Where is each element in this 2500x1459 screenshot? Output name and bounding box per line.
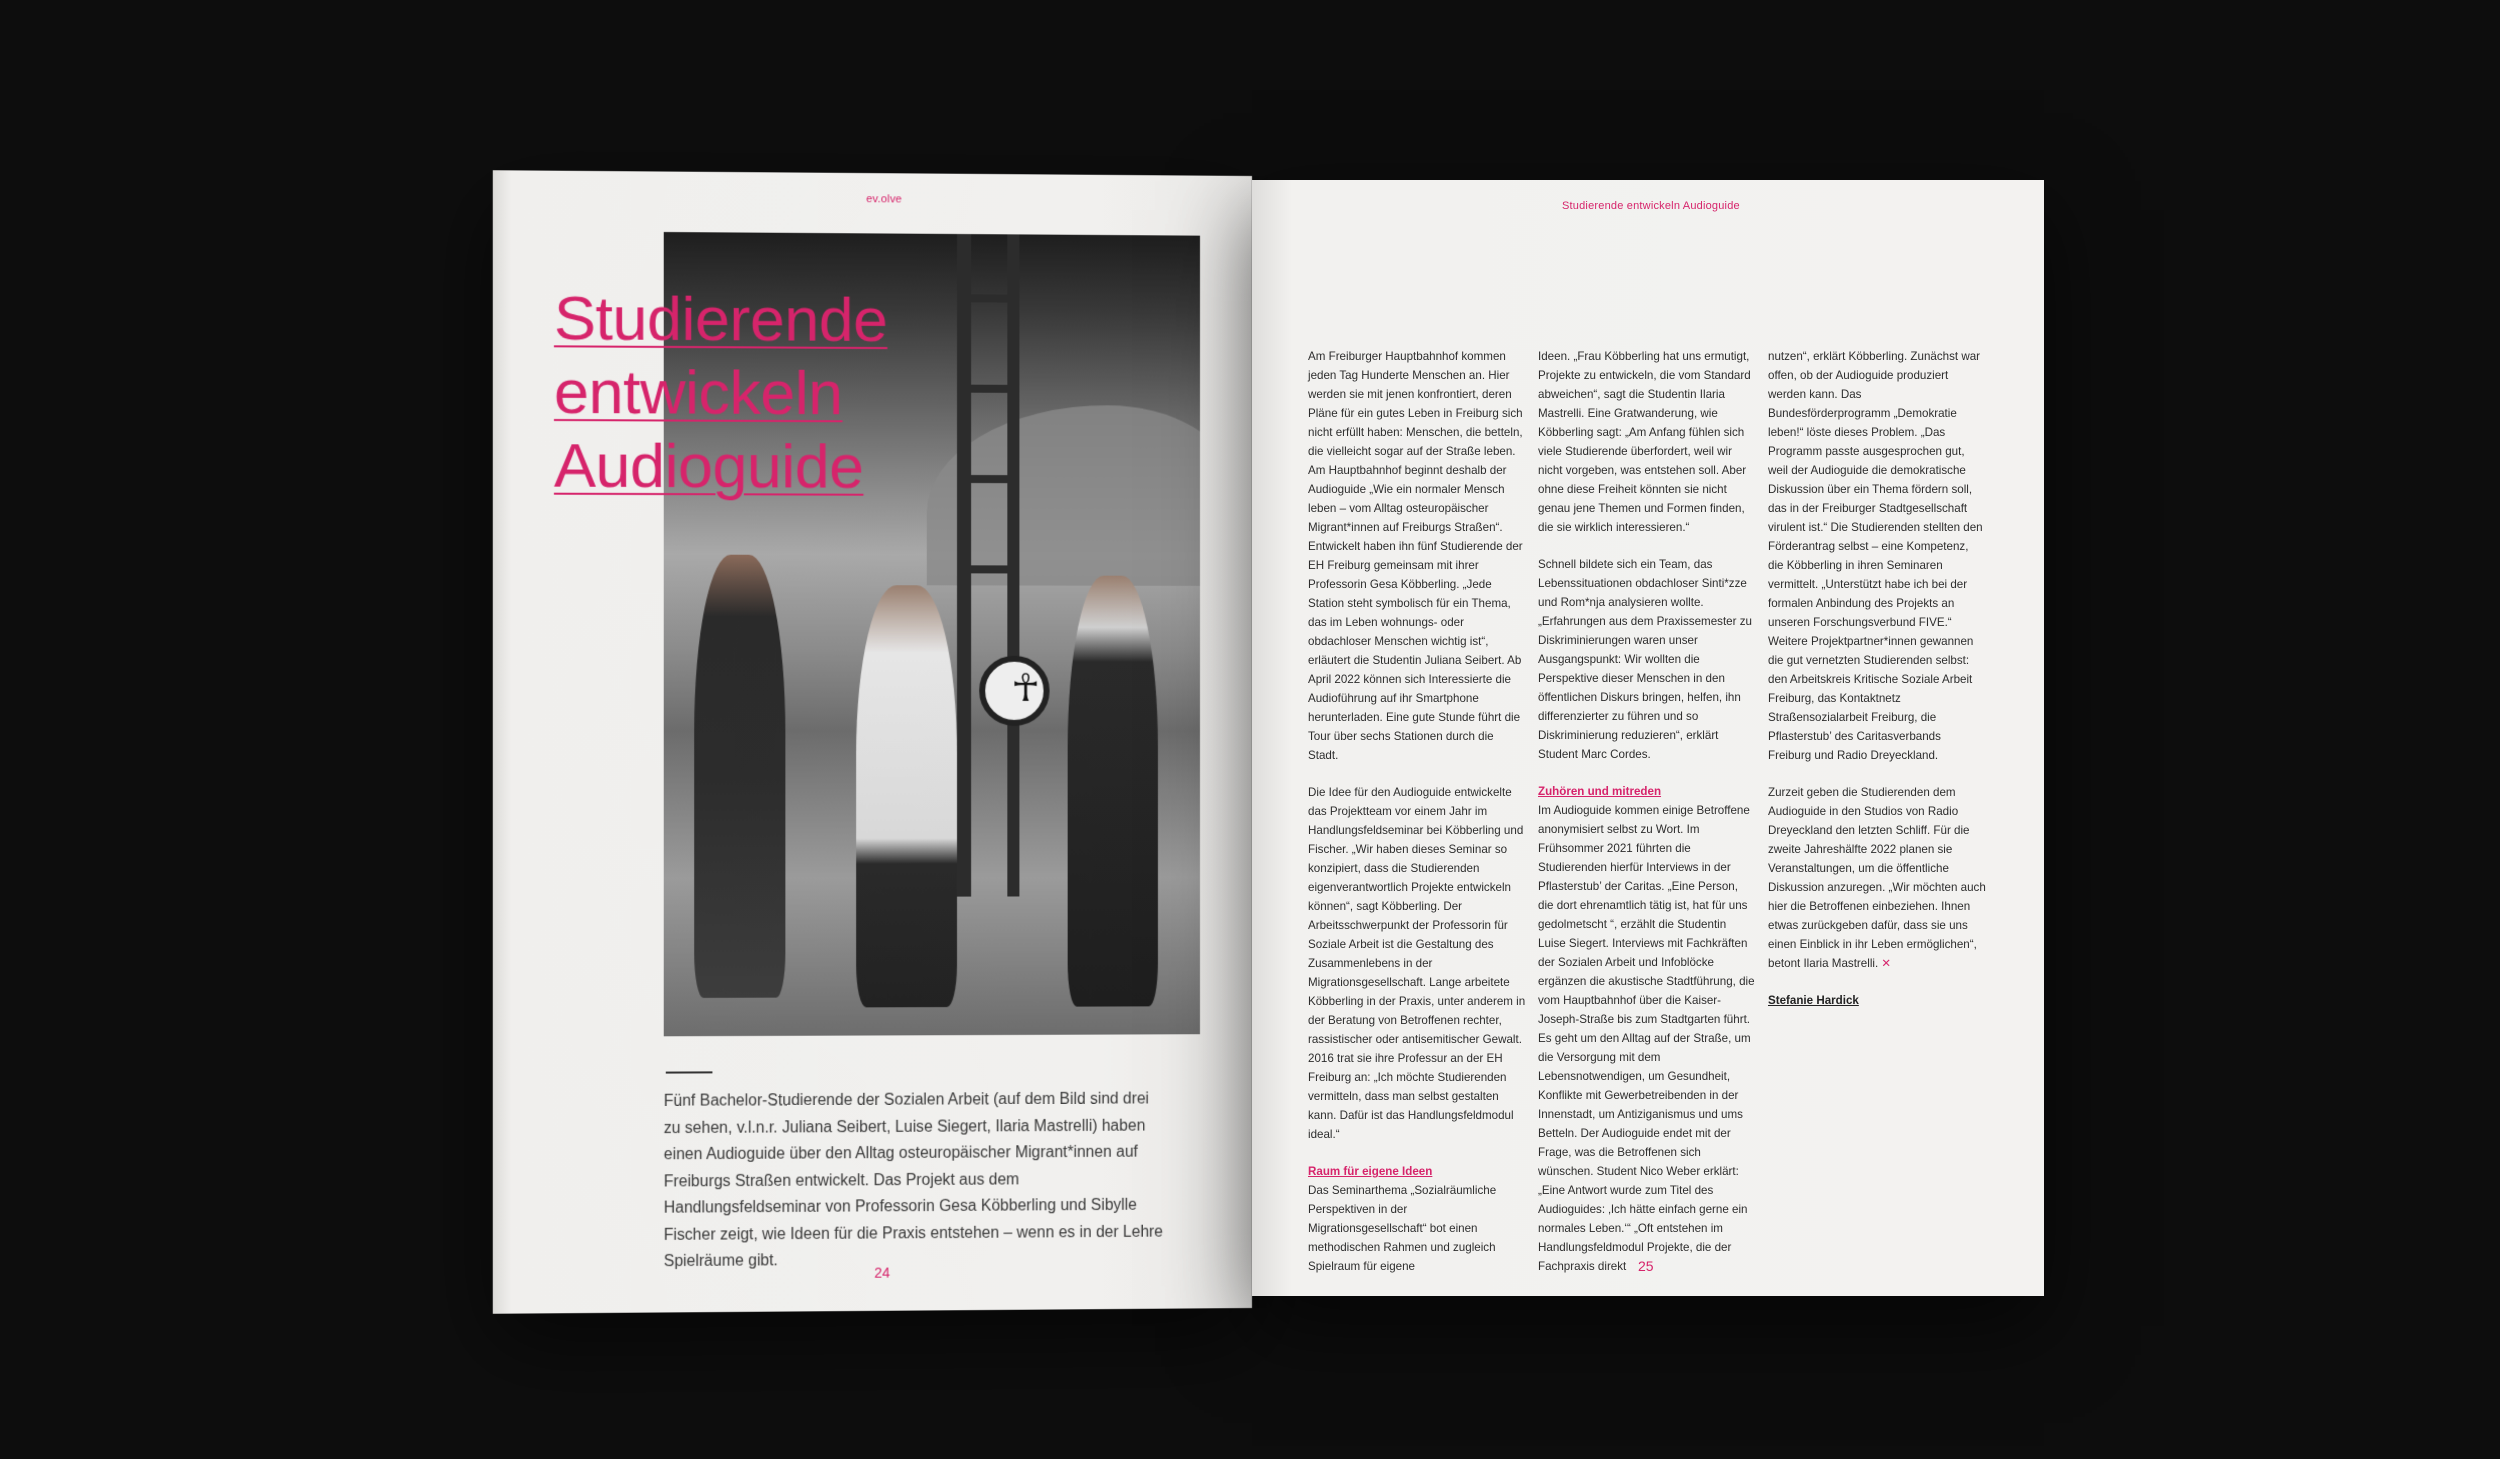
- body-paragraph: [1768, 783, 1986, 973]
- photo-person-right: [1068, 576, 1158, 1007]
- article-headline: [554, 282, 887, 504]
- body-paragraph: Schnell bildete sich ein Team, das Lebenssituationen obdachloser Sinti*zze und Rom*nja analysieren wollte. „Erfahrungen aus dem Praxissemester zu Diskriminierungen waren unser Ausgangspunkt: Wir wollten die Perspektive dieser Menschen in den öffentlichen Diskurs bringen, helfen, ihn differenzierter zu führen und so Diskriminierung reduzieren“, erklärt Student Marc Cordes.: [1538, 558, 1752, 761]
- photo-person-center: [856, 585, 957, 1007]
- body-paragraph: Das Seminarthema „Sozialräumliche Perspektiven in der Migrationsgesellschaft“ bot einen methodischen Rahmen und zugleich Spielraum für eigene: [1308, 1184, 1497, 1273]
- left-page: [493, 170, 1252, 1314]
- photo-pole-rung: [957, 385, 1019, 393]
- caption-rule: [666, 1071, 713, 1073]
- page-number-right: 25: [1638, 1258, 1654, 1274]
- body-paragraph: nutzen“, erklärt Köbberling. Zunächst war offen, ob der Audioguide produziert werden kann. Das Bundesförderprogramm „Demokratie leben!“ löste dieses Problem. „Das Programm passte ausgesprochen gut, weil der Audioguide die demokratische Diskussion über ein Thema fördern soll, das in der Freiburger Stadtgesellschaft virulent ist.“ Die Studierenden stellten den Förderantrag selbst – eine Kompetenz, die Köbberling in ihren Seminaren vermittelt. „Unterstützt habe ich bei der formalen Anbindung des Projekts an unseren Forschungsverbund FIVE.“ Weitere Projektpartner*innen gewannen die gut vernetzten Studierenden selbst: den Arbeitskreis Kritische Soziale Arbeit Freiburg, das Kontaktnetz Straßensozialarbeit Freiburg, die Pflasterstub’ des Caritasverbands Freiburg und Radio Dreyeckland.: [1768, 350, 1983, 762]
- end-mark-icon: ✕: [1881, 957, 1892, 970]
- running-head-right: Studierende entwickeln Audioguide: [1562, 200, 1740, 212]
- accessibility-sign-icon: ☥: [979, 656, 1049, 726]
- headline-line-2: entwickeln: [553, 357, 843, 429]
- body-paragraph: Ideen. „Frau Köbberling hat uns ermutigt, Projekte zu entwickeln, die vom Standard abweichen“, sagt die Studentin Ilaria Mastrelli. Eine Gratwanderung, wie Köbberling sagt: „Am Anfang fühlen sich viele Studierende überfordert, weil wir nicht vorgeben, was entstehen soll. Aber ohne diese Freiheit könnten sie nicht genau jene Themen und Formen finden, die sie wirklich interessieren.“: [1538, 350, 1751, 534]
- photo-pole-rung: [957, 565, 1019, 573]
- author-byline: Stefanie Hardick: [1768, 994, 1859, 1007]
- photo-person-left: [694, 555, 785, 998]
- text-column-1: [1308, 347, 1526, 1276]
- photo-pole-rung: [957, 475, 1019, 483]
- body-paragraph-text: Zurzeit geben die Studierenden dem Audioguide in den Studios von Radio Dreyeckland den letzten Schliff. Für die zweite Jahreshälfte 2022 planen sie Veranstaltungen, um die öffentliche Diskussion anzuregen. „Wir möchten auch hier die Betroffenen einbeziehen. Ihnen etwas zurückgeben dafür, dass sie uns einen Einblick in ihr Leben ermöglichen“, betont Ilaria Mastrelli.: [1768, 786, 1986, 970]
- subheading-zuhoeren-und-mitreden: Zuhören und mitreden: [1538, 785, 1662, 798]
- running-head-left: ev.olve: [866, 193, 903, 206]
- text-column-3: [1768, 347, 1986, 1028]
- page-number-left: 24: [874, 1264, 891, 1281]
- photo-caption: Fünf Bachelor-Studierende der Sozialen Arbeit (auf dem Bild sind drei zu sehen, v.l.n.r. Juliana Seibert, Luise Siegert, Ilaria Mastrelli) haben einen Audioguide über den Alltag osteuropäischer Migrant*innen auf Freiburgs Straßen entwickelt. Das Projekt aus dem Handlungsfeldseminar von Professorin Gesa Köbberling und Sibylle Fischer zeigt, wie Ideen für die Praxis entstehen – wenn es in der Lehre Spielräume gibt.: [663, 1090, 1163, 1271]
- body-paragraph: Im Audioguide kommen einige Betroffene anonymisiert selbst zu Wort. Im Frühsommer 2021 führten die Studierenden hierfür Interviews in der Pflasterstub’ der Caritas. „Eine Person, die dort ehrenamtlich tätig ist, hat für uns gedolmetscht “, erzählt die Studentin Luise Siegert. Interviews mit Fachkräften der Sozialen Arbeit und Infoblöcke ergänzen die akustische Stadtführung, die vom Hauptbahnhof über die Kaiser-Joseph-Straße bis zum Stadtgarten führt. Es geht um den Alltag auf der Straße, um die Versorgung mit dem Lebensnotwendigen, um Gesundheit, Konflikte mit Gewerbetreibenden in der Innenstadt, um Antiziganismus und ums Betteln. Der Audioguide endet mit der Frage, was die Betroffenen sich wünschen. Student Nico Weber erklärt: „Eine Antwort wurde zum Titel des Audioguides: ‚Ich hätte einfach gerne ein normales Leben.‘“ „Oft entstehen im Handlungsfeldmodul Projekte, die der Fachpraxis direkt: [1538, 804, 1755, 1273]
- right-page: [1252, 180, 2044, 1296]
- body-paragraph: Die Idee für den Audioguide entwickelte das Projektteam vor einem Jahr im Handlungsfeldseminar bei Köbberling und Fischer. „Wir haben dieses Seminar so konzipiert, dass die Studierenden eigenverantwortlich Projekte entwickeln können“, sagt Köbberling. Der Arbeitsschwerpunkt der Professorin für Soziale Arbeit ist die Gestaltung des Zusammenlebens in der Migrationsgesellschaft. Lange arbeitete Köbberling in der Praxis, unter anderem in der Beratung von Betroffenen rechter, rassistischer oder antisemitischer Gewalt. 2016 trat sie ihre Professur an der EH Freiburg an: „Ich möchte Studierenden vermitteln, dass man selbst gestalten kann. Dafür ist das Handlungsfeldmodul ideal.“: [1308, 786, 1526, 1141]
- text-column-2: [1538, 347, 1756, 1276]
- headline-line-3: Audioguide: [553, 431, 864, 502]
- photo-pole-rung: [957, 294, 1019, 302]
- headline-line-1: Studierende: [553, 283, 888, 356]
- subheading-raum-fuer-eigene-ideen: Raum für eigene Ideen: [1308, 1165, 1433, 1178]
- body-paragraph: Am Freiburger Hauptbahnhof kommen jeden Tag Hunderte Menschen an. Hier werden sie mit jenen konfrontiert, deren Pläne für ein gutes Leben in Freiburg sich nicht erfüllt haben: Menschen, die betteln, die vielleicht sogar auf der Straße leben. Am Hauptbahnhof beginnt deshalb der Audioguide „Wie ein normaler Mensch leben – vom Alltag osteuropäischer Migrant*innen auf Freiburgs Straßen“. Entwickelt haben ihn fünf Studierende der EH Freiburg gemeinsam mit ihrer Professorin Gesa Köbberling. „Jede Station steht symbolisch für ein Thema, das im Leben wohnungs- oder obdachloser Menschen wichtig ist“, erläutert die Studentin Juliana Seibert. Ab April 2022 können sich Interessierte die Audioführung auf ihr Smartphone herunterladen. Eine gute Stunde führt die Tour über sechs Stationen durch die Stadt.: [1308, 350, 1523, 762]
